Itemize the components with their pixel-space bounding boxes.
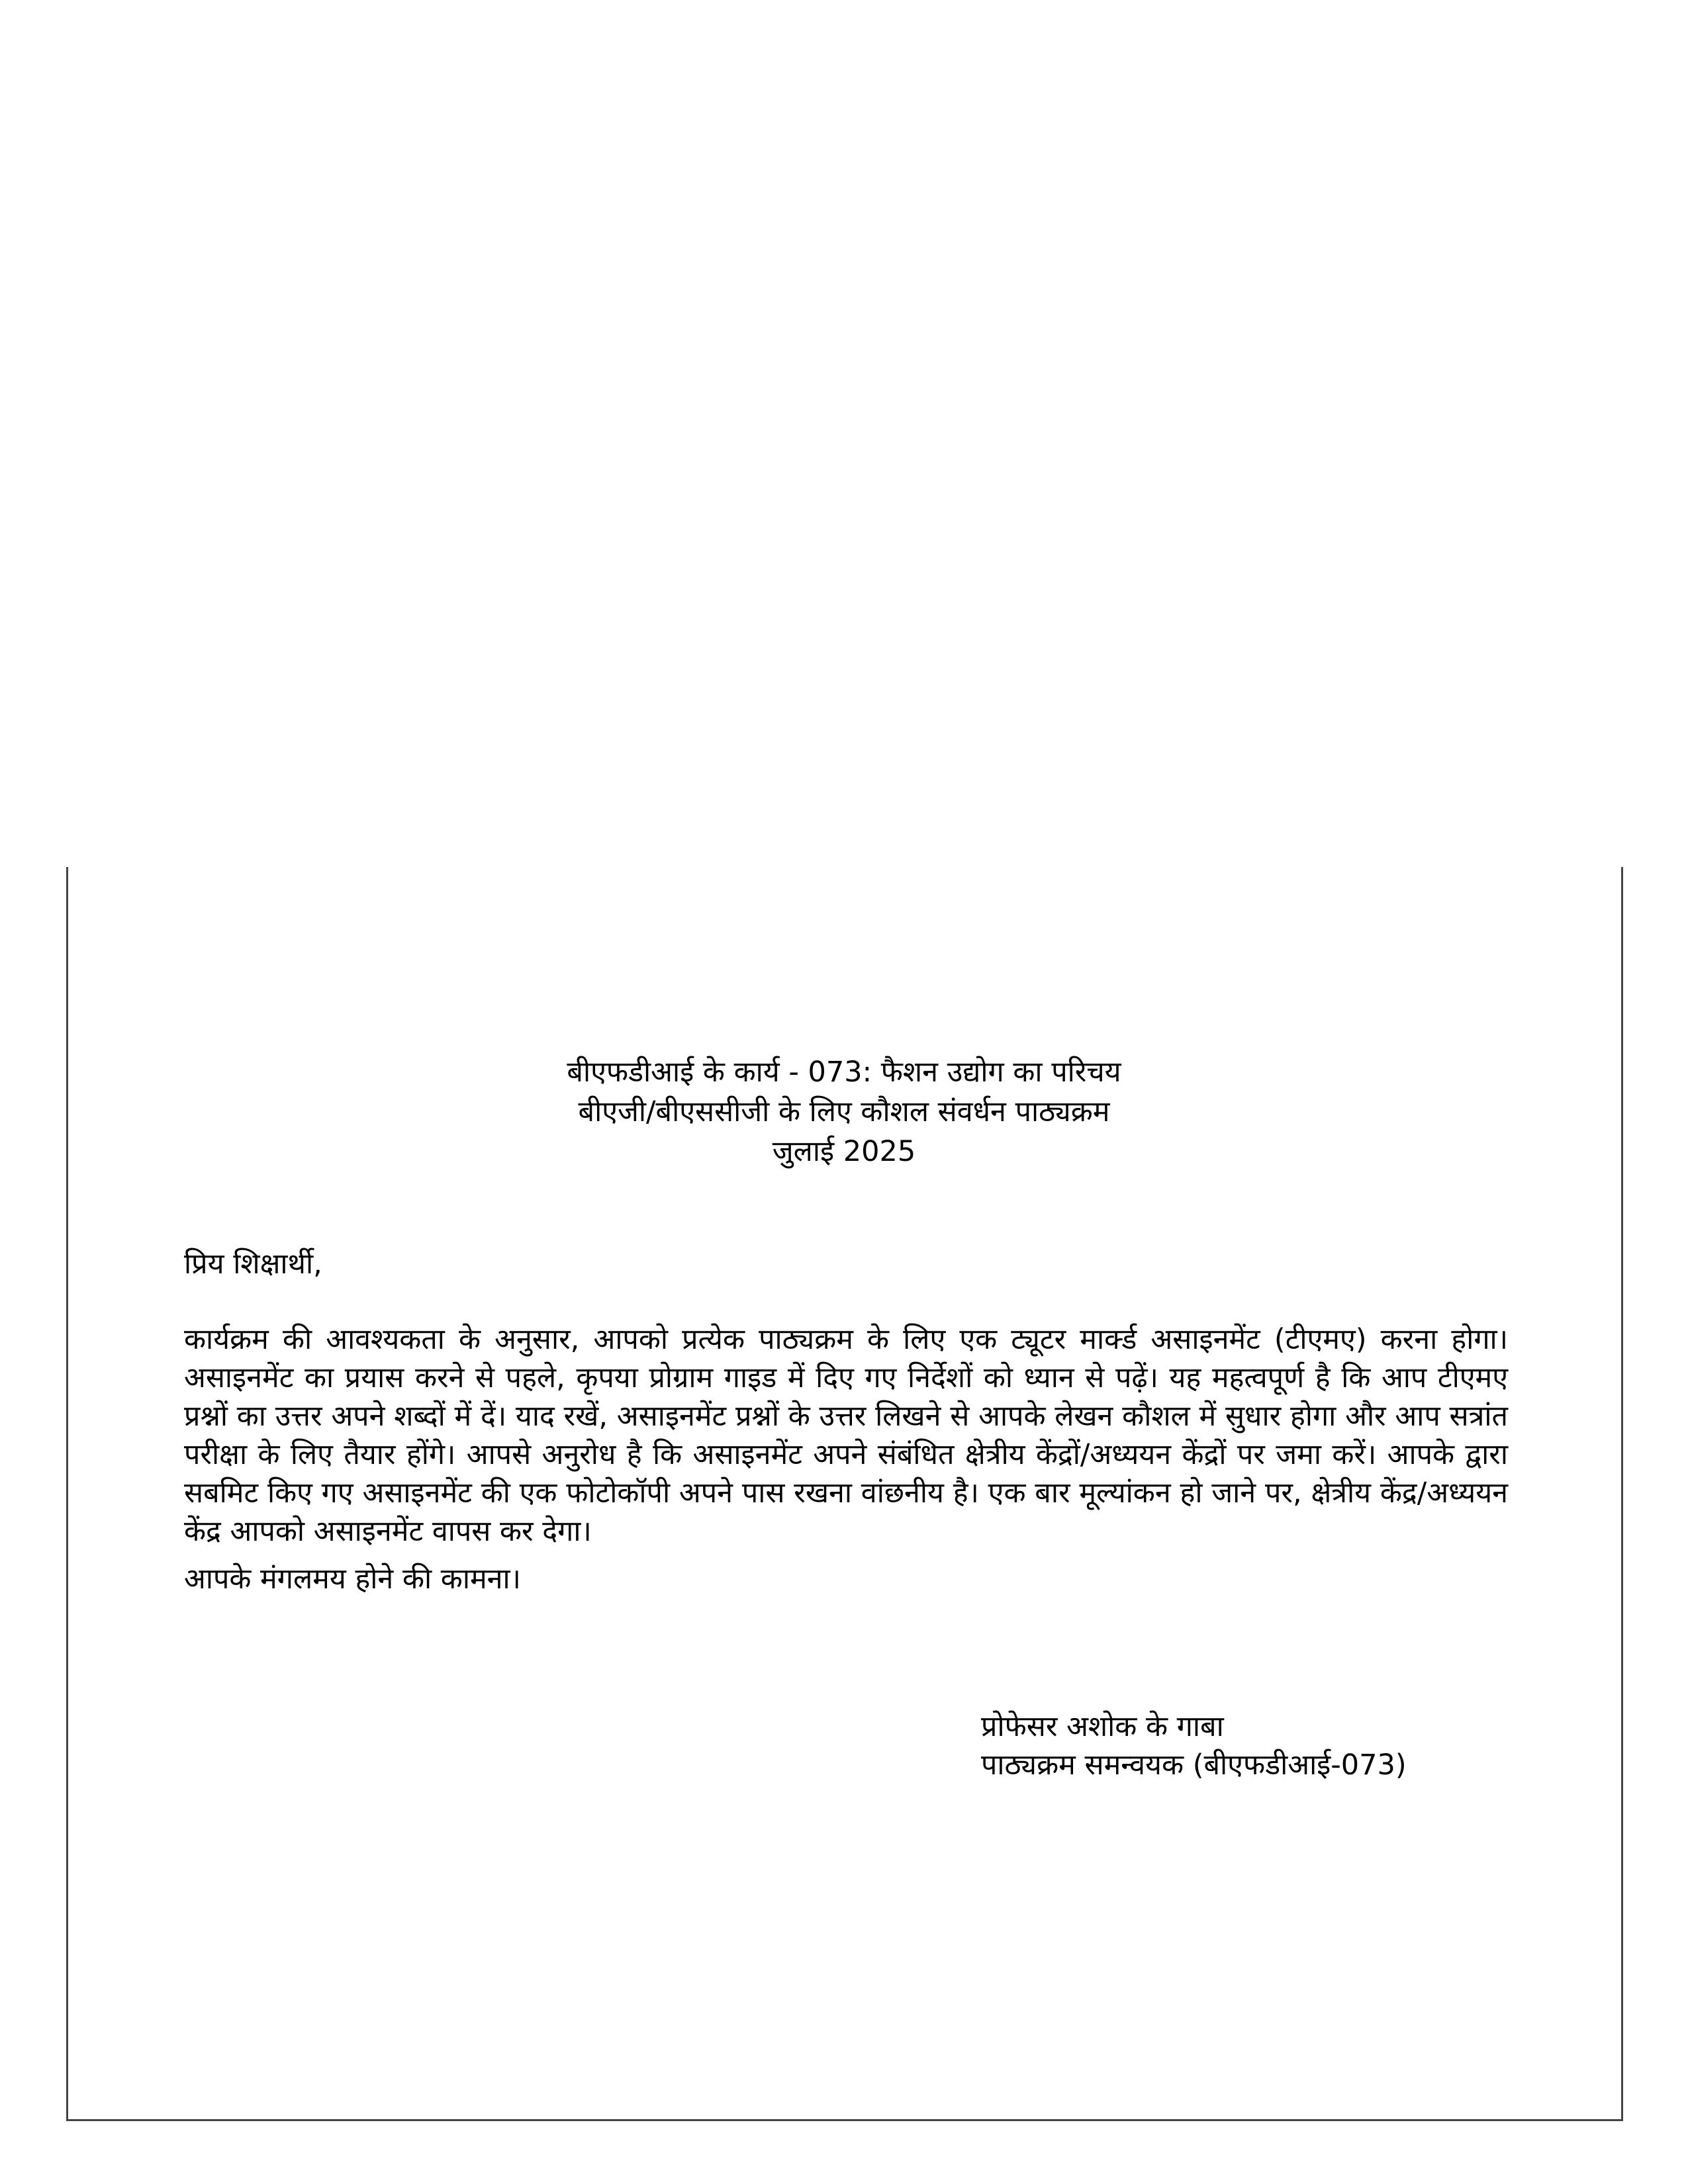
session-date: जुलाई 2025 bbox=[772, 1135, 916, 1168]
letter-body: कार्यक्रम की आवश्यकता के अनुसार, आपको प्रत्येक पाठ्यक्रम के लिए एक ट्यूटर मार्क्ड असाइनमेंट (टीएमए) करना होगा। असाइनमेंट का प्रयास करने से पहले, कृपया प्रोग्राम गाइड में दिए गए निर्देशों को ध्यान से पढ़ें। यह महत्वपूर्ण है कि आप टीएमए प्रश्नों का उत्तर अपने शब्दों में दें। याद रखें, असाइनमेंट प्रश्नों के उत्तर लिखने से आपके लेखन कौशल में सुधार होगा और आप सत्रांत परीक्षा के लिए तैयार होंगे। आपसे अनुरोध है कि असाइनमेंट अपने संबंधित क्षेत्रीय केंद्रों/अध्ययन केंद्रों पर जमा करें। आपके द्वारा सबमिट किए गए असाइनमेंट की एक फोटोकॉपी अपने पास रखना वांछनीय है। एक बार मूल्यांकन हो जाने पर, क्षेत्रीय केंद्र/अध्ययन केंद्र आपको असाइनमेंट वापस कर देगा। bbox=[184, 1323, 1508, 1548]
signature-block bbox=[981, 1707, 1407, 1784]
signatory-designation: पाठ्यक्रम समन्वयक (बीएफडीआई-073) bbox=[981, 1749, 1407, 1782]
closing-line: आपके मंगलमय होने की कामना। bbox=[184, 1563, 521, 1596]
course-title: बीएफडीआई के कार्य - 073: फैशन उद्योग का परिचय bbox=[567, 1056, 1121, 1089]
program-title: बीएजी/बीएससीजी के लिए कौशल संवर्धन पाठ्यक्रम bbox=[578, 1095, 1110, 1128]
document-heading bbox=[0, 1052, 1688, 1171]
signatory-name: प्रोफेसर अशोक के गाबा bbox=[981, 1710, 1224, 1743]
salutation: प्रिय शिक्षार्थी, bbox=[184, 1248, 322, 1281]
